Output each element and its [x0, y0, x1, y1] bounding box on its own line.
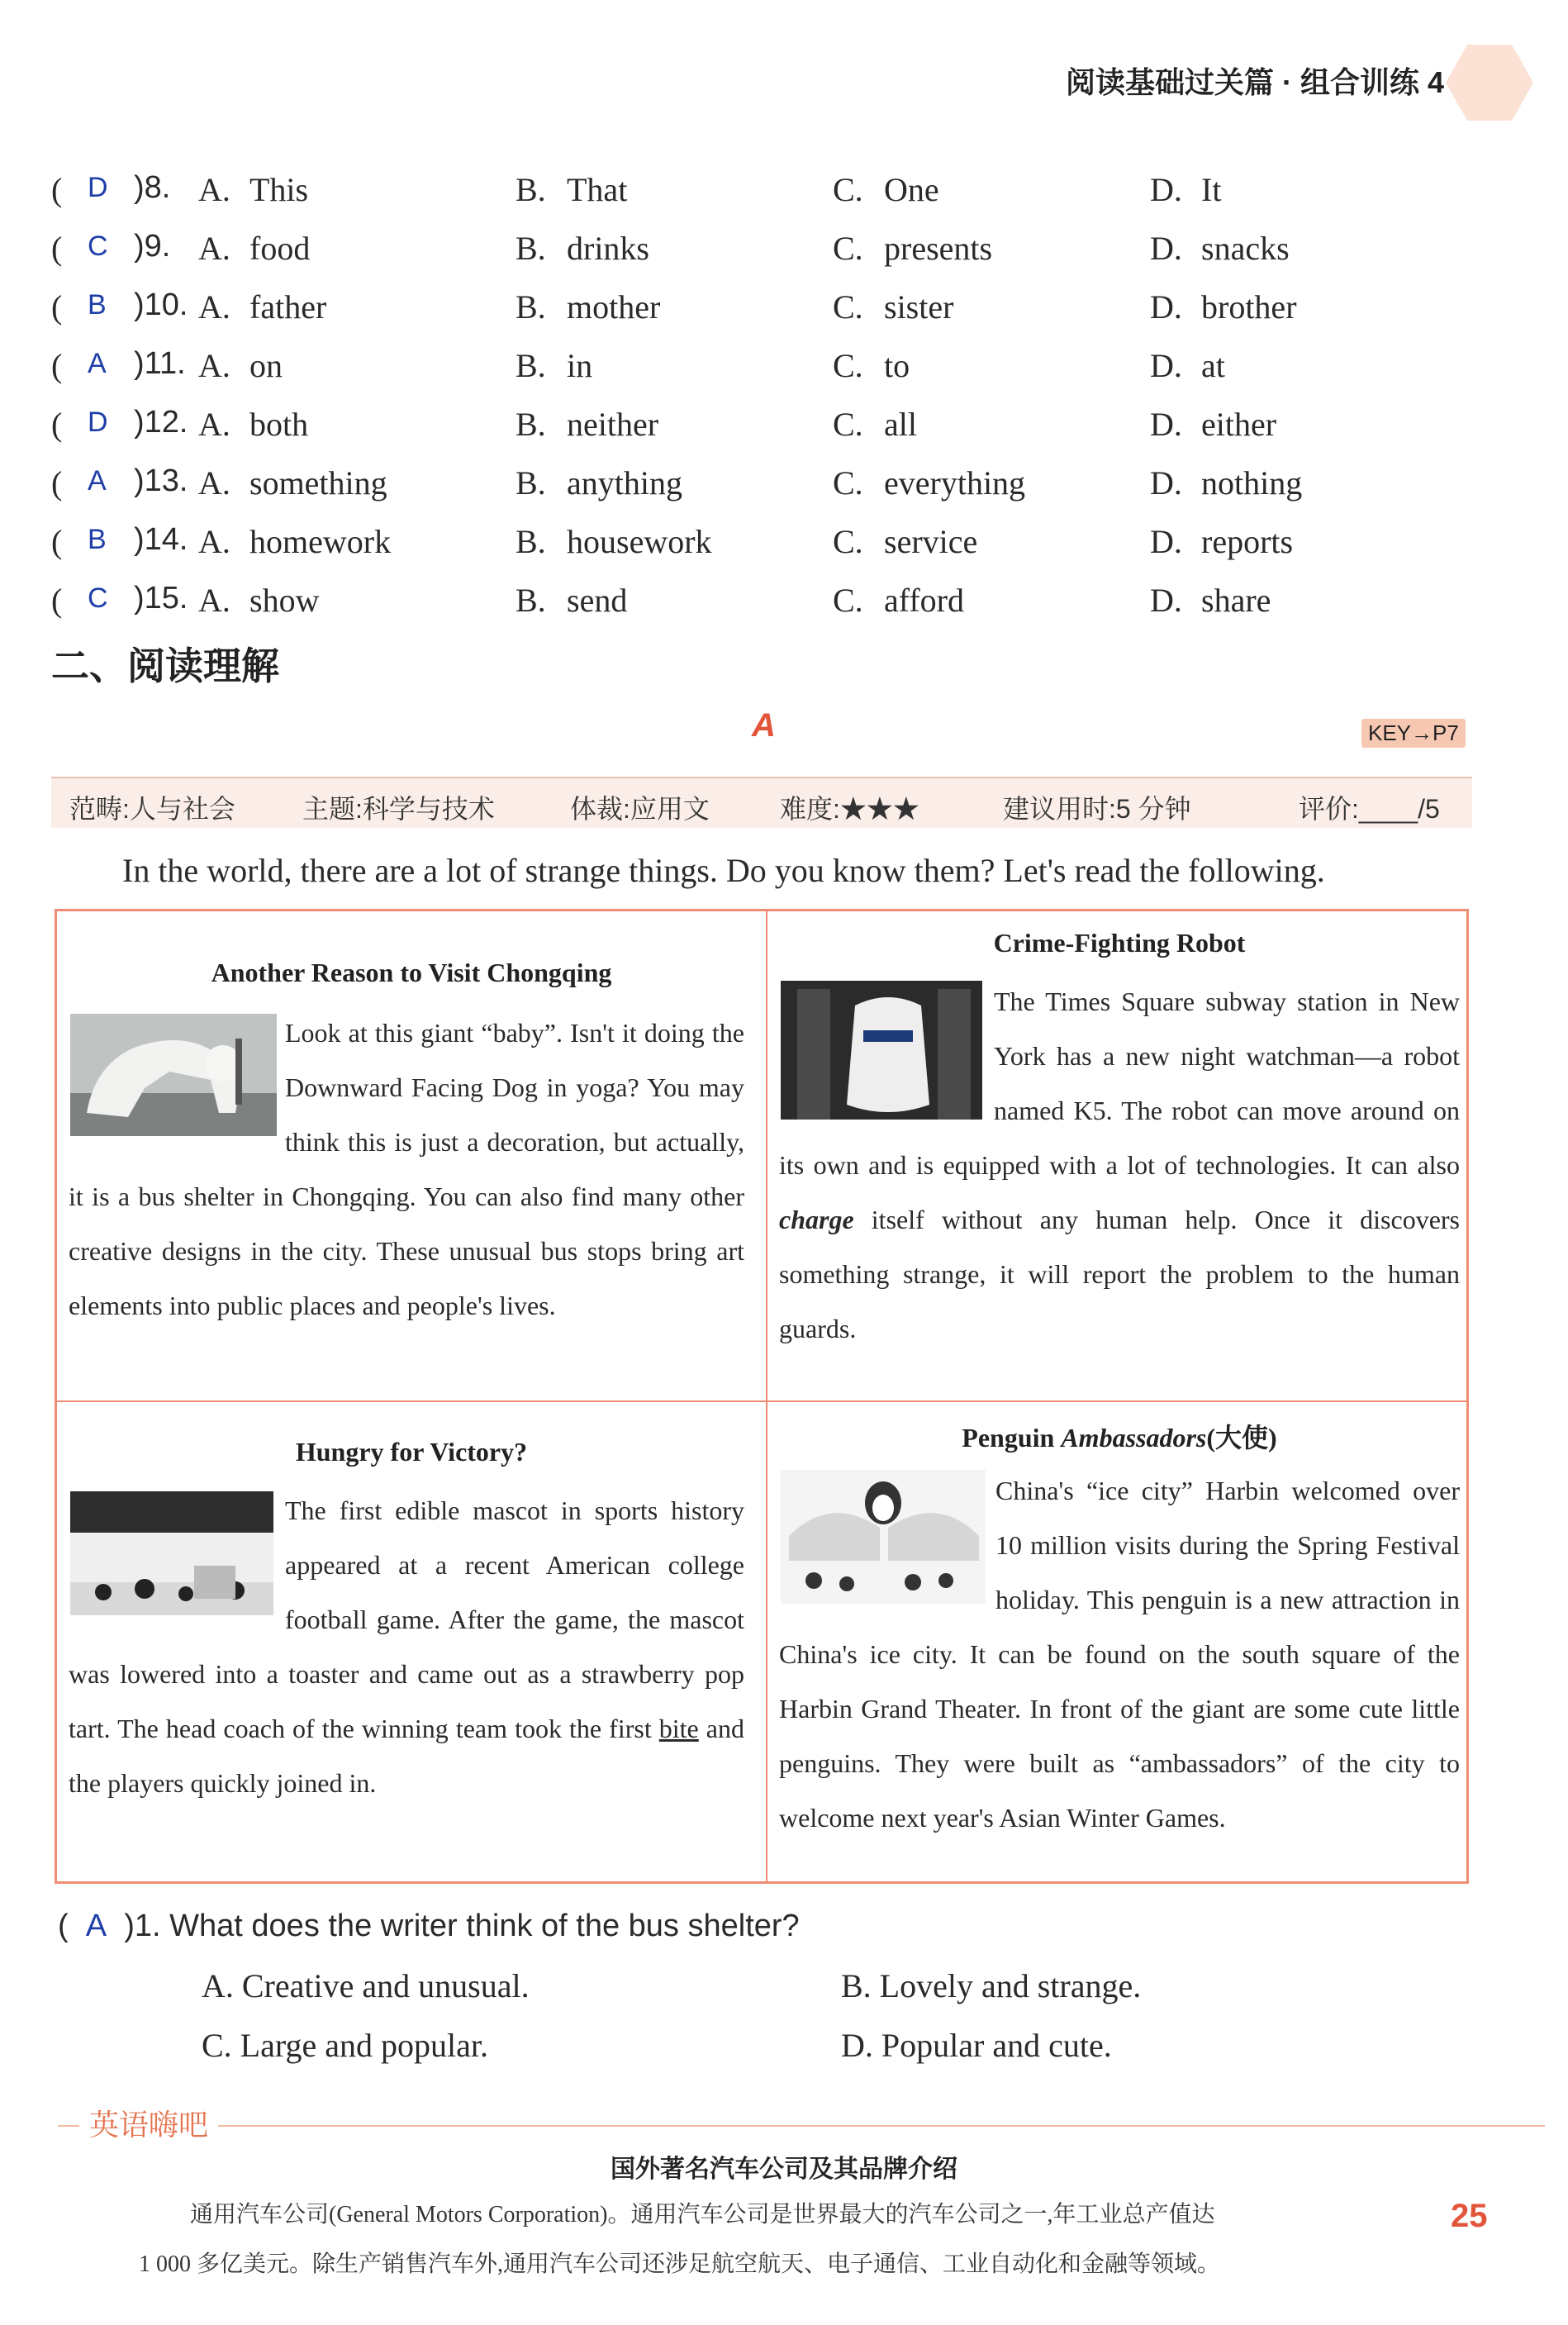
cloze-answer: C	[88, 582, 108, 614]
passage-meta-bar	[51, 777, 1472, 828]
option-b: B. send	[516, 582, 628, 619]
option-a: A. something	[198, 464, 387, 502]
question-number: )12.	[134, 405, 188, 440]
option-a: A. show	[198, 582, 320, 619]
paren-open: (	[51, 464, 63, 502]
option-c: C. afford	[833, 582, 964, 619]
option-b: B. housework	[516, 523, 712, 560]
option-b: B. That	[516, 171, 628, 208]
option-d: D. share	[1150, 582, 1271, 619]
cloze-answer: D	[88, 407, 108, 438]
grid-divider-horizontal	[57, 1400, 1466, 1402]
paren-open: (	[51, 230, 63, 267]
option-c: C. all	[833, 406, 917, 443]
paren-open: (	[51, 523, 63, 560]
footer-brand: 英语嗨吧	[79, 2102, 218, 2144]
option-b: B. anything	[516, 464, 682, 502]
meta-theme: 主题:科学与技术	[302, 794, 495, 824]
meta-genre: 体裁:应用文	[570, 794, 710, 824]
page-number: 25	[1451, 2198, 1488, 2234]
meta-category: 范畴:人与社会	[69, 794, 235, 824]
paren-open: (	[51, 288, 63, 326]
footer-paragraph-2: 1 000 多亿美元。除生产销售汽车外,通用汽车公司还涉足航空航天、电子通信、工业自动化和金融等领域。	[139, 2251, 1221, 2277]
cloze-row	[51, 288, 1505, 337]
cloze-answer: C	[88, 231, 108, 262]
question-1-stem: ( A )1. What does the writer think of the bus shelter?	[58, 1909, 800, 1943]
passage-grid	[55, 909, 1469, 1884]
option-a: A. food	[198, 230, 311, 267]
cloze-row	[51, 229, 1505, 278]
option-a: A. on	[198, 347, 283, 384]
option-c: C. One	[833, 171, 939, 208]
grid-divider-vertical	[766, 911, 767, 1881]
option-a: A. This	[198, 171, 309, 208]
option-c: C. sister	[833, 288, 954, 326]
cloze-row	[51, 581, 1505, 630]
option-b: B. in	[516, 347, 593, 384]
cloze-answer: B	[88, 289, 107, 321]
cloze-row	[51, 464, 1505, 513]
paren-open: (	[51, 347, 63, 384]
question-number: )14.	[134, 522, 188, 557]
option-c: C. everything	[833, 464, 1026, 502]
penguin-title: Penguin Ambassadors(大使)	[962, 1423, 1277, 1453]
section-title: 二、阅读理解	[51, 645, 279, 687]
option-b: B. neither	[516, 406, 659, 443]
robot-text: The Times Square subway station in New York has a new night watchman—a robot named K5. The robot can move around on its own and is equipped with a lot of technologies. It can also charge itself without any human help. Once it discovers something strange, it will report the problem to the human guards.	[779, 987, 1460, 1343]
question-1-option-c: C. Large and popular.	[202, 2027, 488, 2064]
cloze-answer: B	[88, 524, 107, 555]
option-d: D. nothing	[1150, 464, 1303, 502]
cloze-answer: A	[88, 348, 107, 379]
option-c: C. presents	[833, 230, 993, 267]
robot-keyword: charge	[779, 1205, 854, 1234]
meta-score: 评价:____/5	[1299, 794, 1440, 824]
victory-keyword: bite	[658, 1714, 699, 1743]
chongqing-text: Look at this giant “baby”. Isn't it doing the Downward Facing Dog in yoga? You may think this is just a decoration, but actually, it is a bus shelter in Chongqing. You can also find many other creative designs in the city. These unusual bus stops bring art elements into public places and people's lives.	[69, 1018, 744, 1320]
cloze-row	[51, 170, 1505, 220]
hexagon-decoration-icon	[1444, 43, 1535, 122]
cloze-row	[51, 346, 1505, 396]
question-1-answer: A	[85, 1909, 107, 1943]
cloze-answer: D	[88, 172, 108, 203]
victory-title: Hungry for Victory?	[295, 1437, 528, 1467]
option-a: A. father	[198, 288, 327, 326]
paren-open: (	[51, 582, 63, 619]
footer-title: 国外著名汽车公司及其品牌介绍	[611, 2156, 957, 2183]
option-b: B. drinks	[516, 230, 649, 267]
question-number: )9.	[134, 229, 171, 264]
cloze-row	[51, 522, 1505, 572]
option-c: C. to	[833, 347, 910, 384]
answer-key-tag: KEY→P7	[1361, 719, 1466, 748]
option-d: D. reports	[1150, 523, 1294, 560]
penguin-text: China's “ice city” Harbin welcomed over 10 million visits during the Spring Festival holiday. This penguin is a new attraction in China's ice city. It can be found on the south square of the Harbin Grand Theater. In front of the giant are some cute little penguins. They were built as “ambassadors” of the city to welcome next year's Asian Winter Games.	[779, 1476, 1460, 1833]
cloze-row	[51, 405, 1505, 454]
option-b: B. mother	[516, 288, 661, 326]
option-d: D. snacks	[1150, 230, 1290, 267]
question-number: )8.	[134, 170, 171, 205]
option-a: A. both	[198, 406, 309, 443]
option-d: D. at	[1150, 347, 1225, 384]
meta-time: 建议用时:5 分钟	[1003, 794, 1191, 824]
footer-paragraph-1: 通用汽车公司(General Motors Corporation)。通用汽车公司是世界最大的汽车公司之一,年工业总产值达	[190, 2202, 1215, 2228]
cloze-answer: A	[88, 465, 107, 497]
question-1-option-a: A. Creative and unusual.	[202, 1967, 530, 2004]
paren-open: (	[51, 171, 63, 208]
question-number: )11.	[134, 346, 186, 381]
option-d: D. either	[1150, 406, 1277, 443]
option-d: D. brother	[1150, 288, 1297, 326]
victory-text: The first edible mascot in sports history appeared at a recent American college football game. After the game, the mascot was lowered into a toaster and came out as a strawberry pop tart. The head coach of the winning team took the first bite and the players quickly joined in.	[69, 1495, 745, 1798]
robot-title: Crime-Fighting Robot	[993, 928, 1246, 958]
meta-difficulty: 难度:★★★	[780, 794, 919, 824]
question-number: )15.	[134, 581, 188, 616]
paren-open: (	[51, 406, 63, 443]
passage-letter: A	[752, 707, 776, 744]
question-number: )10.	[134, 288, 188, 322]
passage-intro: In the world, there are a lot of strange things. Do you know them? Let's read the following.	[122, 852, 1325, 889]
question-1-option-d: D. Popular and cute.	[841, 2027, 1112, 2064]
option-c: C. service	[833, 523, 978, 560]
question-1-option-b: B. Lovely and strange.	[841, 1967, 1142, 2004]
chongqing-title: Another Reason to Visit Chongqing	[211, 958, 612, 987]
option-d: D. It	[1150, 171, 1222, 208]
footer-divider	[58, 2125, 1545, 2127]
page-header-title: 阅读基础过关篇 · 组合训练 4	[1065, 65, 1444, 99]
option-a: A. homework	[198, 523, 392, 560]
question-number: )13.	[134, 464, 188, 498]
